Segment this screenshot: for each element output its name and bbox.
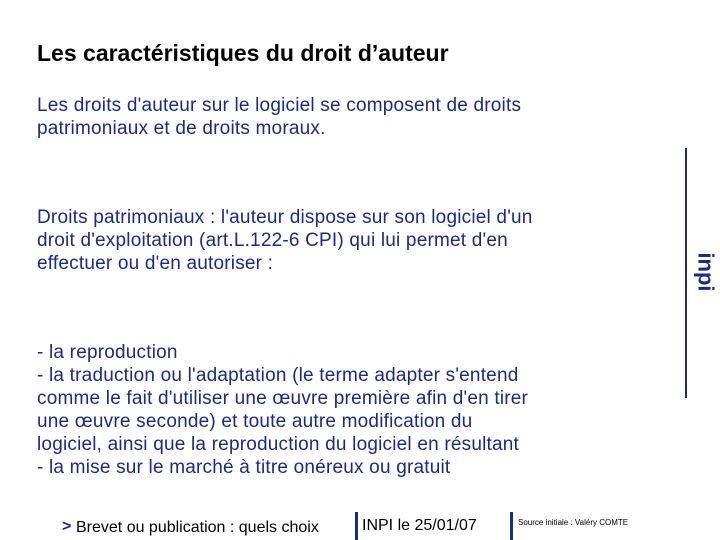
slide-title: Les caractéristiques du droit d’auteur	[37, 40, 449, 66]
list-item: comme le fait d'utiliser une œuvre première afin d'en tirer	[37, 388, 529, 409]
list-item: logiciel, ainsi que la reproduction du logiciel en résultant	[37, 434, 520, 455]
inpi-logo	[694, 244, 718, 300]
footer-date: INPI le 25/01/07	[362, 517, 477, 534]
patrimonial-line: effectuer ou d'en autoriser :	[37, 253, 274, 274]
list-item: - la traduction ou l'adaptation (le terme adapter s'entend	[37, 365, 519, 386]
list-item: une œuvre seconde) et toute autre modification du	[37, 411, 473, 432]
footer-source: Source initiale : Valéry COMTE	[518, 518, 629, 527]
rights-list	[37, 341, 528, 479]
intro-paragraph	[37, 94, 521, 140]
footer-section-title: Brevet ou publication : quels choix	[76, 519, 319, 536]
patrimonial-rights-paragraph	[37, 206, 533, 275]
patrimonial-line: droit d'exploitation (art.L.122-6 CPI) qui lui permet d'en	[37, 230, 508, 251]
footer-divider	[510, 512, 513, 540]
vertical-divider	[685, 148, 687, 398]
footer-divider	[355, 512, 358, 540]
chevron-right-icon: >	[62, 518, 72, 535]
list-item: - la mise sur le marché à titre onéreux ou gratuit	[37, 457, 451, 478]
list-item: - la reproduction	[37, 342, 178, 363]
inpi-logo-text: inpi	[694, 252, 720, 292]
intro-line: patrimoniaux et de droits moraux.	[37, 118, 326, 139]
patrimonial-line: Droits patrimoniaux : l'auteur dispose sur son logiciel d'un	[37, 207, 533, 228]
intro-line: Les droits d'auteur sur le logiciel se composent de droits	[37, 95, 522, 116]
footer	[0, 508, 720, 540]
